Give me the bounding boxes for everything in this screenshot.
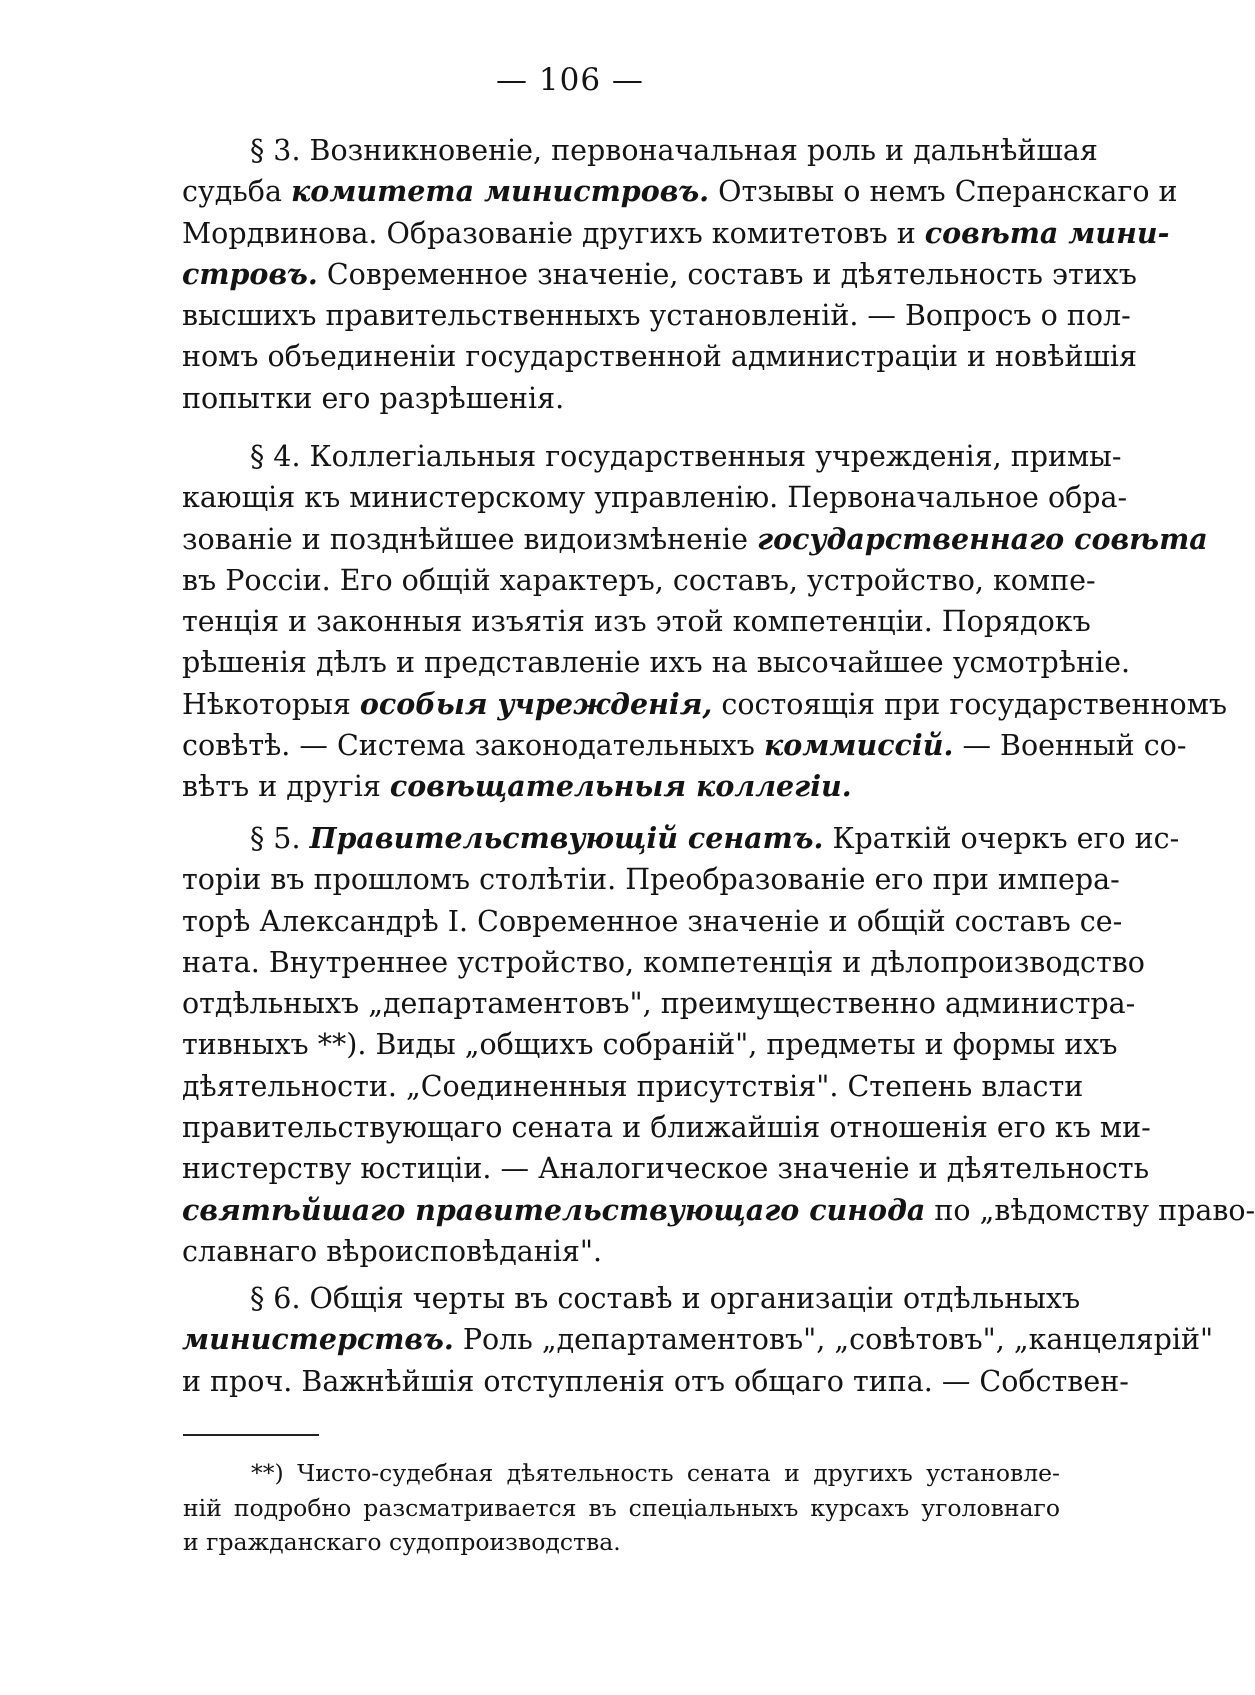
section-5 bbox=[182, 818, 1255, 1272]
text-fragment: Отзывы о немъ Сперанскаго и bbox=[709, 175, 1178, 209]
text-fragment: ната. Внутреннее устройство, компетенція и дѣлопроизводство bbox=[182, 945, 1145, 979]
text-line bbox=[182, 560, 1096, 601]
text-line bbox=[182, 684, 1228, 725]
emphasized-term: комитета министровъ. bbox=[291, 174, 710, 209]
text-line bbox=[182, 1319, 1214, 1360]
text-fragment: кающія къ министерскому управленію. Первоначальное обра- bbox=[182, 481, 1128, 515]
section-4 bbox=[182, 436, 1228, 808]
text-line bbox=[182, 901, 1123, 942]
text-fragment: § 4. Коллегіальныя государственныя учрежденія, примы- bbox=[250, 440, 1122, 473]
section-6 bbox=[182, 1278, 1214, 1402]
footnote bbox=[183, 1456, 1060, 1560]
footnote-rule bbox=[183, 1434, 319, 1436]
text-fragment: попытки его разрѣшенія. bbox=[182, 381, 565, 415]
text-line bbox=[182, 171, 1178, 212]
text-fragment: номъ объединеніи государственной администраціи и новѣйшія bbox=[182, 340, 1138, 374]
text-line bbox=[182, 378, 1060, 419]
emphasized-term: государственнаго совѣта bbox=[757, 521, 1208, 556]
text-line bbox=[182, 725, 1187, 766]
text-fragment: судьба bbox=[182, 175, 292, 209]
text-line bbox=[182, 601, 1091, 642]
text-fragment: совѣтѣ. — Система законодательныхъ bbox=[182, 729, 764, 763]
text-fragment: высшихъ правительственныхъ установленій. — Вопросъ о пол- bbox=[182, 299, 1131, 333]
text-fragment: торѣ Александрѣ I. Современное значеніе и общій составъ се- bbox=[182, 904, 1123, 938]
text-fragment: вѣтъ и другія bbox=[182, 770, 390, 804]
text-fragment: Краткій очеркъ его ис- bbox=[823, 822, 1180, 855]
text-fragment: Роль „департаментовъ", „совѣтовъ", „канцелярій" bbox=[453, 1323, 1214, 1357]
text-fragment: и проч. Важнѣйшія отступленія отъ общаго типа. — Собствен- bbox=[182, 1364, 1129, 1398]
text-fragment: Мордвинова. Образованіе другихъ комитетовъ и bbox=[182, 216, 925, 250]
text-fragment: дѣятельности. „Соединенныя присутствія". Степень власти bbox=[182, 1069, 1084, 1103]
footnote-line: **) Чисто-судебная дѣятельность сената и другихъ установле- bbox=[251, 1459, 1060, 1487]
text-fragment: правительствующаго сената и ближайшія отношенія его къ ми- bbox=[182, 1111, 1151, 1145]
text-line bbox=[182, 213, 1170, 254]
text-line bbox=[182, 983, 1136, 1024]
text-fragment: § 3. Возникновеніе, первоначальная роль и дальнѣйшая bbox=[250, 134, 1098, 167]
text-line bbox=[182, 1231, 1060, 1272]
text-line bbox=[182, 336, 1138, 377]
text-fragment: — Военный со- bbox=[953, 729, 1187, 763]
emphasized-term: Правительствующій сенатъ. bbox=[309, 821, 824, 855]
text-line bbox=[182, 1024, 1118, 1065]
text-line bbox=[182, 1278, 1081, 1319]
text-line bbox=[182, 766, 1060, 807]
text-fragment: торіи въ прошломъ столѣтіи. Преобразованіе его при импера- bbox=[182, 863, 1120, 897]
text-line bbox=[182, 1107, 1151, 1148]
text-fragment: состоящія при государственномъ bbox=[712, 687, 1228, 721]
text-line bbox=[182, 477, 1128, 518]
text-fragment: зованіе и позднѣйшее видоизмѣненіе bbox=[182, 522, 758, 556]
footnote-line: и гражданскаго судопроизводства. bbox=[183, 1528, 621, 1556]
text-line bbox=[182, 942, 1145, 983]
text-fragment: тенція и законныя изъятія изъ этой компетенціи. Порядокъ bbox=[182, 605, 1091, 639]
text-line bbox=[182, 818, 1180, 859]
emphasized-term: министерствъ. bbox=[182, 1322, 454, 1357]
text-fragment: § 6. Общія черты въ составѣ и организаціи отдѣльныхъ bbox=[250, 1282, 1081, 1315]
emphasized-term: стровъ. bbox=[182, 256, 318, 291]
text-fragment: Современное значеніе, составъ и дѣятельность этихъ bbox=[317, 257, 1137, 291]
emphasized-term: святѣйшаго правительствующаго синода bbox=[182, 1192, 926, 1227]
text-fragment: рѣшенія дѣлъ и представленіе ихъ на высочайшее усмотрѣніе. bbox=[182, 646, 1131, 680]
text-line bbox=[182, 642, 1131, 683]
emphasized-term: особыя учрежденія, bbox=[359, 686, 713, 721]
text-line bbox=[182, 1361, 1129, 1402]
section-3 bbox=[182, 130, 1178, 419]
text-line bbox=[182, 519, 1208, 560]
text-fragment: нистерству юстиціи. — Аналогическое значеніе и дѣятельность bbox=[182, 1152, 1150, 1186]
text-fragment: отдѣльныхъ „департаментовъ", преимущественно администра- bbox=[182, 987, 1136, 1021]
text-fragment: § 5. bbox=[250, 822, 310, 855]
emphasized-term: совѣщательныя коллегіи. bbox=[389, 769, 852, 804]
text-fragment: Нѣкоторыя bbox=[182, 687, 360, 721]
text-line bbox=[182, 1190, 1255, 1231]
text-line bbox=[182, 130, 1098, 171]
text-line bbox=[182, 295, 1131, 336]
text-line bbox=[182, 1148, 1150, 1189]
text-line bbox=[182, 254, 1137, 295]
emphasized-term: совѣта мини- bbox=[924, 215, 1170, 250]
text-fragment: въ Россіи. Его общій характеръ, составъ, устройство, компе- bbox=[182, 563, 1096, 597]
text-fragment: славнаго вѣроисповѣданія". bbox=[182, 1234, 603, 1268]
text-line bbox=[182, 436, 1122, 477]
text-fragment: тивныхъ **). Виды „общихъ собраній", предметы и формы ихъ bbox=[182, 1028, 1118, 1062]
footnote-line: ній подробно разсматривается въ спеціальныхъ курсахъ уголовнаго bbox=[183, 1493, 1060, 1522]
text-fragment: по „вѣдомству право- bbox=[925, 1193, 1255, 1227]
text-line bbox=[182, 859, 1120, 900]
page-number: — 106 — bbox=[496, 62, 644, 98]
text-line bbox=[182, 1066, 1084, 1107]
emphasized-term: коммиссій. bbox=[764, 728, 954, 763]
